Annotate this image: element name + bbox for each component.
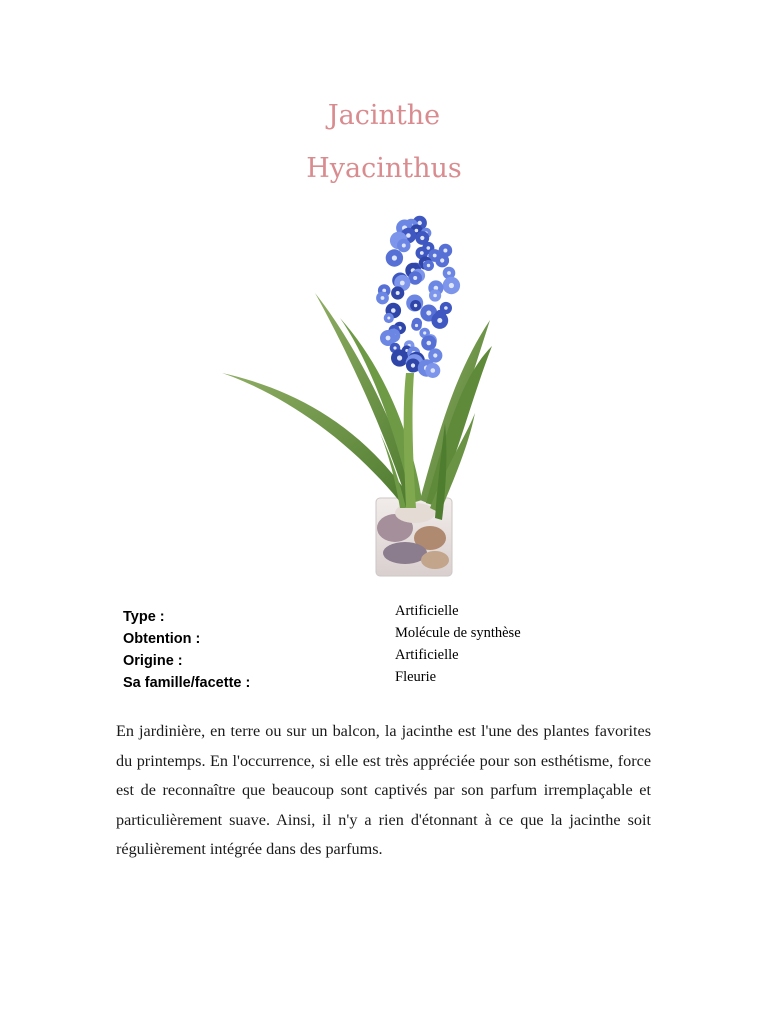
floret-center <box>443 249 447 253</box>
description-paragraph: En jardinière, en terre ou sur un balcon, la jacinthe est l'une des plantes favorites du printemps. En l'occurrence, si elle est très appréciée pour son esthétisme, force est de reconnaître que beaucoup sont captivés par son parfum irremplaçable et particulièrement suave. Ainsi, il n'y a rien d'étonnant à ce que la jacinthe soit régulièrement intégrée dans des parfums. <box>116 722 651 858</box>
stem <box>404 373 416 508</box>
floret-center <box>449 283 454 288</box>
floret-center <box>444 306 448 310</box>
floret-center <box>414 304 417 307</box>
leaves <box>222 293 492 520</box>
property-label-type: Type : <box>123 609 165 625</box>
floret-center <box>396 291 400 295</box>
properties-values <box>395 600 521 688</box>
property-label-famille: Sa famille/facette : <box>123 675 251 691</box>
floret-center <box>415 324 418 327</box>
floret-center <box>387 317 390 320</box>
property-label-origine: Origine : <box>123 653 183 669</box>
floret-center <box>402 244 406 248</box>
floret-center <box>427 264 430 267</box>
floret-center <box>447 271 451 275</box>
floret-center <box>433 254 437 258</box>
title-common-name: Jacinthe <box>327 100 441 131</box>
floret-center <box>411 363 415 367</box>
floret-center <box>392 255 397 260</box>
floret-center <box>397 355 402 360</box>
floret-center <box>400 281 405 286</box>
title-latin-name: Hyacinthus <box>306 153 462 184</box>
floret-center <box>427 341 432 346</box>
floret-center <box>391 308 396 313</box>
floret-center <box>381 296 385 300</box>
floret-center <box>393 346 396 349</box>
floret-center <box>437 318 442 323</box>
floret-center <box>418 221 422 225</box>
floret-center <box>431 368 436 373</box>
floret-center <box>413 276 417 280</box>
floret-center <box>415 229 419 233</box>
properties-labels <box>123 606 250 694</box>
floret-center <box>427 246 431 250</box>
hyacinth-illustration <box>190 208 580 583</box>
floret-center <box>420 236 424 240</box>
property-value-origine: Artificielle <box>395 647 459 663</box>
floret-center <box>426 311 431 316</box>
floret-center <box>440 258 444 262</box>
property-label-obtention: Obtention : <box>123 631 201 647</box>
floret-center <box>423 331 426 334</box>
floret-center <box>433 353 437 357</box>
flower-spike <box>376 216 460 378</box>
floret-center <box>433 294 437 298</box>
floret-center <box>386 336 391 341</box>
property-value-famille: Fleurie <box>395 669 437 685</box>
property-value-obtention: Molécule de synthèse <box>395 625 521 641</box>
floret-center <box>420 251 424 255</box>
property-value-type: Artificielle <box>395 603 459 619</box>
